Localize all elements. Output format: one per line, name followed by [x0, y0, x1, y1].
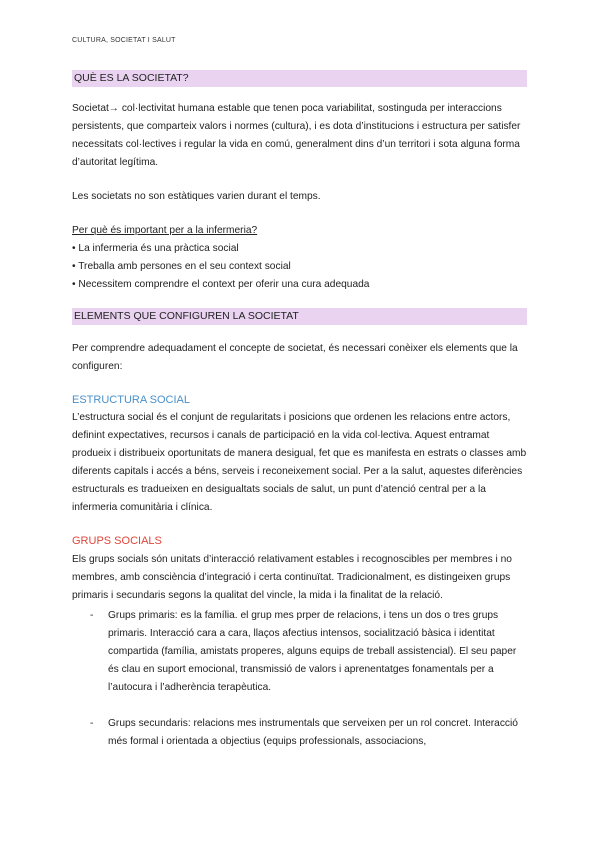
estructura-social-title: ESTRUCTURA SOCIAL — [72, 394, 190, 406]
elements-intro: Per comprendre adequadament el concepte de societat, és necessari conèixer els elements que la configuren: — [72, 343, 518, 372]
section-heading-societat: QUÈ ES LA SOCIETAT? — [72, 70, 527, 87]
list-item — [72, 607, 527, 697]
estructura-social-text: L’estructura social és el conjunt de regularitats i posicions que ordenen les relacions entre actors, definint expectatives, recursos i canals de participació en la vida col·lectiva. Aquest entramat produeix i distribueix oportunitats de manera desigual, fet que es manifesta en estrats o classes amb diferents capitals i accés a béns, serveis i reconeixement social. Per a la salut, aquestes diferències estructurals es tradueixen en desigualtats socials de salut, un punt d’atenció central per a la infermeria comunitària i clínica. — [72, 412, 527, 513]
dash-marker: - — [90, 718, 94, 729]
grups-socials-title: GRUPS SOCIALS — [72, 535, 162, 547]
section-heading-elements: ELEMENTS QUE CONFIGUREN LA SOCIETAT — [72, 308, 527, 325]
static-note: Les societats no son estàtiques varien durant el temps. — [72, 191, 321, 202]
dash-marker: - — [90, 610, 94, 621]
grups-secundaris-text: Grups secundaris: relacions mes instrumentals que serveixen per un rol concret. Interacció més formal i orientada a objectius (equips professionals, associacions, — [108, 718, 518, 747]
grups-primaris-text: Grups primaris: es la família. el grup mes prper de relacions, i tens un dos o tres grups primaris. Interacció cara a cara, llaços afectius intensos, socialització bàsica i identitat compartida (família, amistats properes, alguns equips de treball assistencial). El seu paper és clau en suport emocional, transmissió de valors i aprenentatges fonamentals per a l’autocura i l’adherència terapèutica. — [108, 610, 517, 693]
why-important-title: Per què és important per a la infermeria? — [72, 225, 258, 236]
document-content — [72, 70, 527, 751]
bullet-item: • Treballa amb persones en el seu context social — [72, 261, 291, 272]
bullet-item: • La infermeria és una pràctica social — [72, 243, 239, 254]
bullet-item: • Necessitem comprendre el context per oferir una cura adequada — [72, 279, 370, 290]
running-header: CULTURA, SOCIETAT I SALUT — [72, 37, 176, 44]
list-item — [72, 715, 527, 751]
societat-definition: Societat→ col·lectivitat humana estable que tenen poca variabilitat, sostinguda per interaccions persistents, que comparteix valors i normes (cultura), i es dota d’institucions i estructura per satisfer necessitats col·lectives i regular la vida en comú, generalment dins d’un territori i sota alguna forma d’autoritat legítima. — [72, 103, 521, 168]
grups-list — [72, 607, 527, 751]
grups-socials-text: Els grups socials són unitats d’interacció relativament estables i recognoscibles per membres i no membres, amb consciència d’integració i certa continuïtat. Tradicionalment, es distingeixen grups primaris i secundaris segons la qualitat del vincle, la mida i la finalitat de la relació. — [72, 554, 512, 601]
